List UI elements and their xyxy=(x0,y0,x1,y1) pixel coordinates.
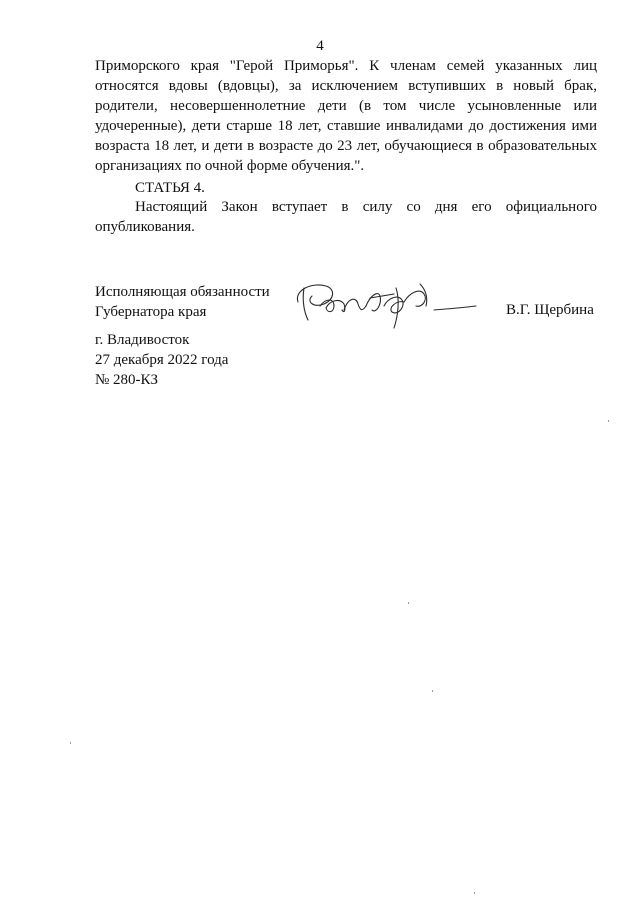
signer-title xyxy=(95,282,270,322)
signer-title-line2: Губернатора края xyxy=(95,304,207,320)
signer-title-line1: Исполняющая обязанности xyxy=(95,284,270,300)
scan-speck xyxy=(608,420,609,422)
paragraph-continuation: Приморского края "Герой Приморья". К членам семей указанных лиц относятся вдовы (вдовцы), за исключением вступивших в новый брак, родители, несовершеннолетние дети (в том числе усыновленные или удочеренные), дети старше 18 лет, ставшие инвалидами до достижения ими возраста 18 лет, и дети в возрасте до 23 лет, обучающиеся в образовательных организациях по очной форме обучения.". xyxy=(95,58,597,174)
issue-info xyxy=(95,330,228,390)
scan-speck xyxy=(474,892,475,894)
scan-speck xyxy=(432,690,433,692)
article-text: Настоящий Закон вступает в силу со дня его официального опубликования. xyxy=(95,199,597,235)
scan-speck xyxy=(70,742,71,744)
scan-speck xyxy=(408,602,409,604)
signer-name: В.Г. Щербина xyxy=(506,302,594,318)
handwritten-signature xyxy=(290,276,480,334)
issue-city: г. Владивосток xyxy=(95,332,190,348)
issue-number: № 280-КЗ xyxy=(95,372,159,388)
issue-date: 27 декабря 2022 года xyxy=(95,352,229,368)
article-title: СТАТЬЯ 4. xyxy=(135,180,205,196)
page-number: 4 xyxy=(316,38,324,54)
